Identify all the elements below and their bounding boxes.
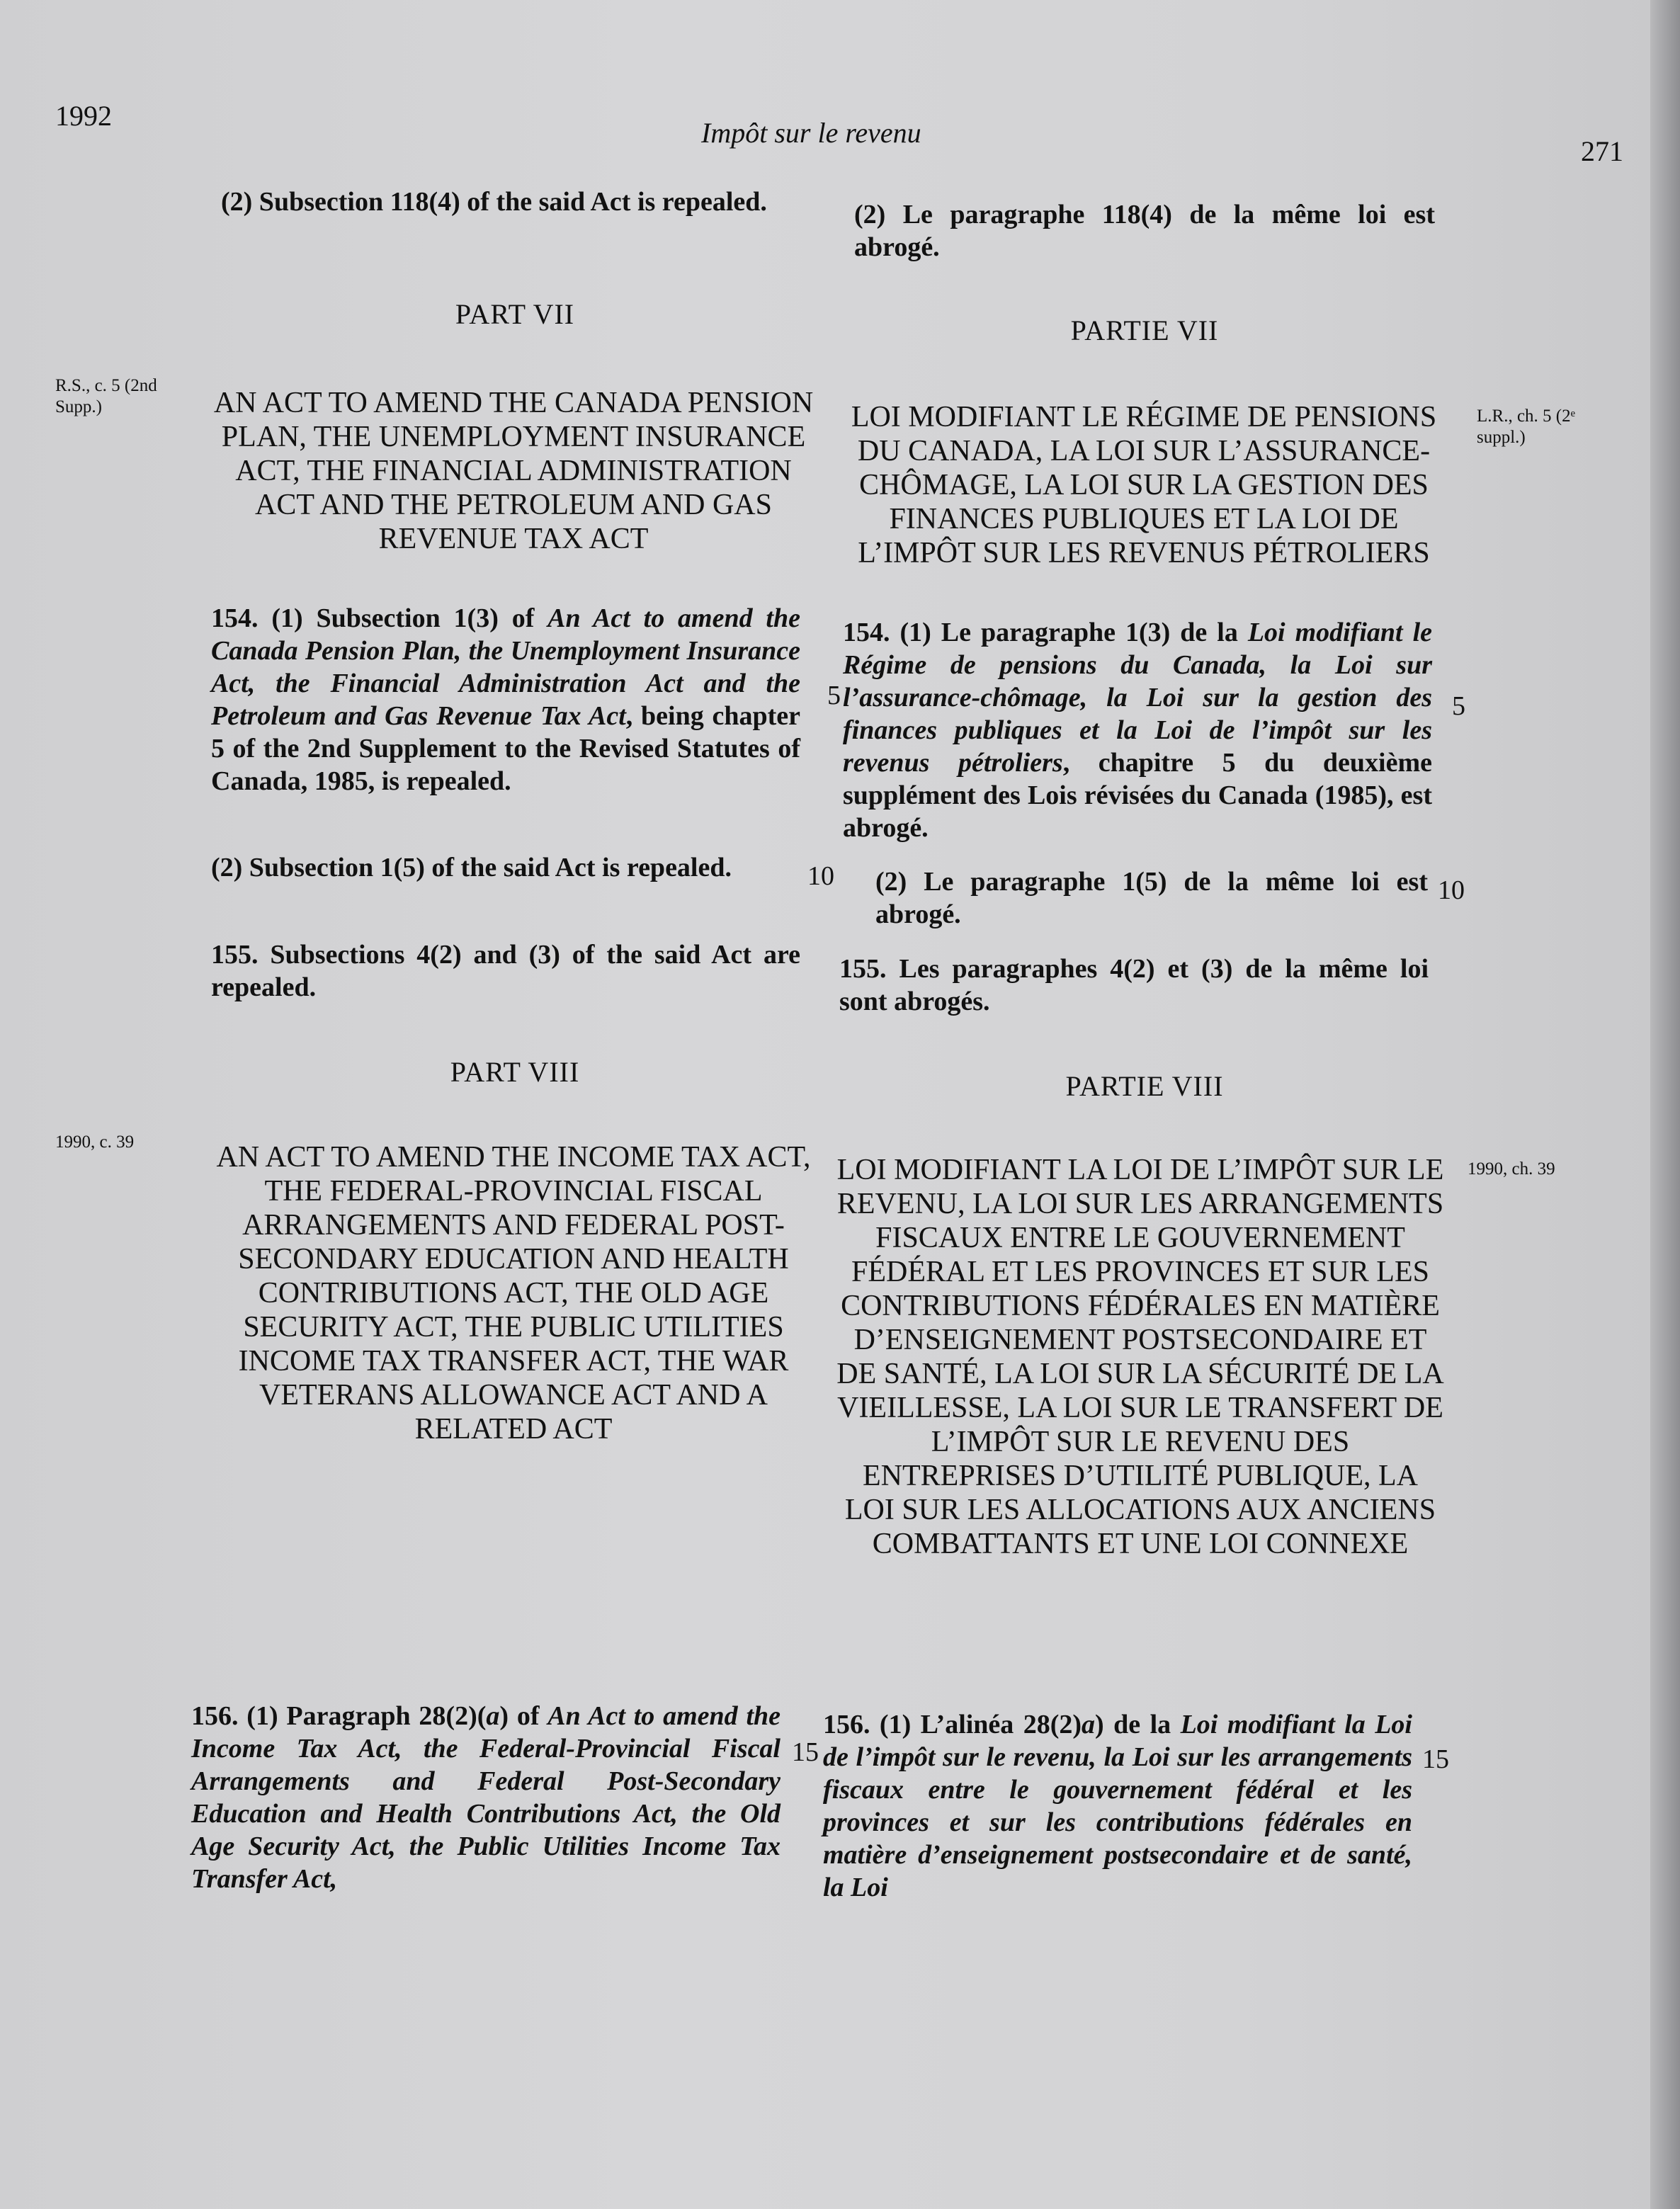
header-year: 1992 [55, 100, 112, 132]
fr-s154-1-act-name: Loi modifiant le Régime de pensions du Canada, la Loi sur l’assurance-chômage, la Loi sur la gestion des finances publiques et la Loi de l’impôt sur les revenus pétroliers [843, 618, 1433, 778]
en-part-vii-margin-note: R.S., c. 5 (2nd Supp.) [55, 376, 157, 416]
en-s154-1-rest: , being chapter 5 of the 2nd Supplement to the Revised Statutes of Canada, 1985, is repealed. [211, 701, 800, 796]
line-number: 15 [792, 1737, 819, 1767]
en-s156-of: ) of [499, 1701, 548, 1731]
page-edge-shadow [1650, 0, 1680, 2209]
fr-part-viii-title: LOI MODIFIANT LA LOI DE L’IMPÔT SUR LE REVENU, LA LOI SUR LES ARRANGEMENTS FISCAUX ENTRE LE GOUVERNEMENT FÉDÉRAL ET LES PROVINCES ET SUR LES CONTRIBUTIONS FÉDÉRALES EN MATIÈRE D’ENSEIGNEMENT POSTSECONDAIRE ET DE SANTÉ, LA LOI SUR LA SÉCURITÉ DE LA VIEILLESSE, LA LOI SUR LE TRANSFERT DE L’IMPÔT SUR LE REVENU DES ENTREPRISES D’UTILITÉ PUBLIQUE, LA LOI SUR LES ALLOCATIONS AUX ANCIENS COMBATTANTS ET UNE LOI CONNEXE [836, 1154, 1444, 1560]
en-part-viii-title: AN ACT TO AMEND THE INCOME TAX ACT, THE FEDERAL-PROVINCIAL FISCAL ARRANGEMENTS AND FEDERAL POST-SECONDARY EDUCATION AND HEALTH CONTRIBUTIONS ACT, THE OLD AGE SECURITY ACT, THE PUBLIC UTILITIES INCOME TAX TRANSFER ACT, THE WAR VETERANS ALLOWANCE ACT AND A RELATED ACT [216, 1141, 811, 1446]
line-number: 10 [1438, 875, 1465, 905]
fr-s156-para-letter: a [1082, 1710, 1096, 1739]
en-s156-para-letter: a [486, 1701, 500, 1731]
en-part-viii-margin-note: 1990, c. 39 [55, 1132, 135, 1152]
fr-part-viii-label: PARTIE VIII [1065, 1070, 1224, 1102]
fr-s154-1-lead: 154. (1) Le paragraphe 1(3) de la [843, 618, 1248, 647]
fr-s156-of: ) de la [1095, 1710, 1181, 1739]
en-s156-lead: 156. (1) Paragraph 28(2)( [191, 1701, 487, 1731]
fr-part-vii-margin-note: L.R., ch. 5 (2ᵉ suppl.) [1477, 407, 1576, 447]
fr-part-vii-label: PARTIE VII [1070, 314, 1219, 346]
line-number: 15 [1422, 1744, 1449, 1774]
fr-part-viii-margin-note: 1990, ch. 39 [1468, 1159, 1555, 1179]
en-s154-1-act-name: An Act to amend the Canada Pension Plan, the Unemployment Insurance Act, the Financial Administration Act and the Petroleum and Gas Revenue Tax Act [211, 603, 800, 731]
en-part-vii-label: PART VII [455, 298, 575, 330]
fr-section-156-1 [823, 1708, 1412, 1904]
en-section-156-1 [191, 1700, 781, 1895]
fr-s154-1-rest: , chapitre 5 du deuxième supplément des Lois révisées du Canada (1985), est abrogé. [843, 748, 1432, 843]
fr-section-154-1 [843, 616, 1432, 844]
header-title: Impôt sur le revenu [701, 117, 921, 149]
en-part-viii-label: PART VIII [450, 1056, 580, 1088]
line-number: 5 [827, 681, 841, 710]
en-section-154-1 [211, 602, 800, 797]
en-part-vii-title: AN ACT TO AMEND THE CANADA PENSION PLAN, THE UNEMPLOYMENT INSURANCE ACT, THE FINANCIAL ADMINISTRATION ACT AND THE PETROLEUM AND GAS REVENUE TAX ACT [213, 387, 814, 555]
fr-part-vii-title: LOI MODIFIANT LE RÉGIME DE PENSIONS DU CANADA, LA LOI SUR L’ASSURANCE-CHÔMAGE, LA LOI SUR LA GESTION DES FINANCES PUBLIQUES ET LA LOI DE L’IMPÔT SUR LES REVENUS PÉTROLIERS [851, 401, 1437, 569]
fr-section-155: 155. Les paragraphes 4(2) et (3) de la même loi sont abrogés. [839, 954, 1429, 1016]
page-number: 271 [1581, 135, 1623, 167]
en-s156-act-name: An Act to amend the Income Tax Act, the Federal-Provincial Fiscal Arrangements and Federal Post-Secondary Education and Health Contributions Act, the Old Age Security Act, the Public Utilities Income Tax Transfer Act, [191, 1701, 781, 1894]
fr-section-154-2: (2) Le paragraphe 1(5) de la même loi est abrogé. [875, 867, 1428, 929]
en-sub-118-4: (2) Subsection 118(4) of the said Act is repealed. [221, 187, 767, 217]
fr-s156-act-name: Loi modifiant la Loi de l’impôt sur le revenu, la Loi sur les arrangements fiscaux entre le gouvernement fédéral et les provinces et sur les contributions fédérales en matière d’enseignement postsecondaire et de santé, la Loi [823, 1710, 1412, 1902]
en-section-155: 155. Subsections 4(2) and (3) of the said Act are repealed. [211, 940, 800, 1002]
line-number: 5 [1452, 691, 1465, 721]
line-number: 10 [807, 861, 834, 891]
fr-s156-lead: 156. (1) L’alinéa 28(2) [823, 1710, 1082, 1739]
en-s154-1-lead: 154. (1) Subsection 1(3) of [211, 603, 548, 633]
en-section-154-2: (2) Subsection 1(5) of the said Act is repealed. [211, 853, 732, 882]
fr-sub-118-4: (2) Le paragraphe 118(4) de la même loi est abrogé. [854, 200, 1435, 262]
